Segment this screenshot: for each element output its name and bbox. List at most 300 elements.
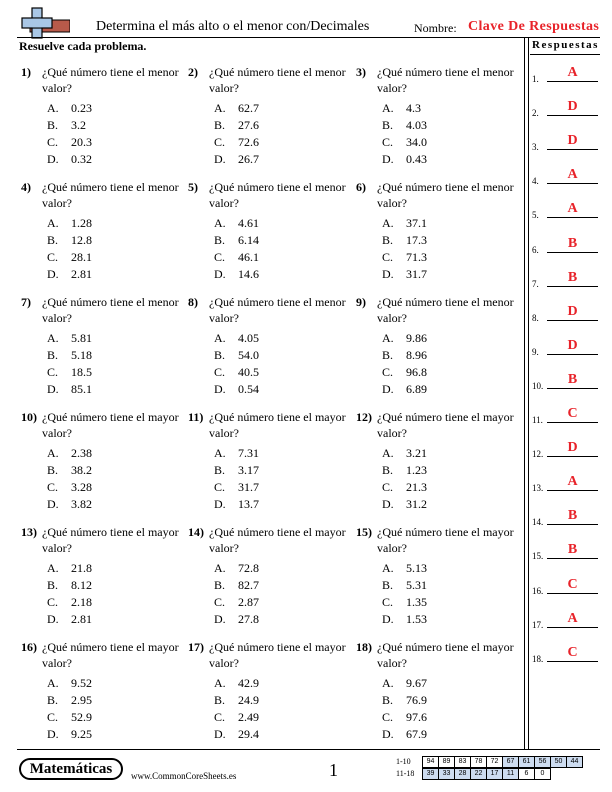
option-value: 34.0	[406, 135, 427, 149]
option-letter: A.	[382, 101, 394, 115]
option-value: 3.17	[238, 463, 259, 477]
answer-blank	[547, 388, 598, 389]
answer-blank	[547, 252, 598, 253]
answer-option	[382, 266, 427, 282]
answer-option	[47, 215, 92, 231]
answer-option	[214, 364, 259, 380]
score-row-label: 1-10	[396, 757, 411, 766]
answer-blank	[547, 627, 598, 628]
answer-option	[382, 151, 427, 167]
problem-question: ¿Qué número tiene el mayor valor?	[42, 410, 179, 440]
answer-number: 6.	[532, 244, 539, 255]
option-value: 54.0	[238, 348, 259, 362]
answer-number: 17.	[532, 619, 544, 630]
answer-option	[382, 594, 427, 610]
option-value: 0.23	[71, 101, 92, 115]
option-value: 5.31	[406, 578, 427, 592]
option-letter: A.	[47, 331, 59, 345]
problem-number: 15)	[356, 525, 372, 539]
score-cell: 17	[487, 769, 503, 780]
answer-option	[47, 151, 92, 167]
option-letter: D.	[47, 612, 59, 626]
option-value: 2.18	[71, 595, 92, 609]
option-letter: D.	[382, 727, 394, 741]
option-letter: A.	[214, 216, 226, 230]
answer-option	[47, 232, 92, 248]
answer-option	[382, 479, 427, 495]
option-value: 97.6	[406, 710, 427, 724]
option-value: 13.7	[238, 497, 259, 511]
answer-option	[47, 709, 92, 725]
answer-blank	[547, 286, 598, 287]
option-value: 1.35	[406, 595, 427, 609]
score-cell: 83	[455, 757, 471, 768]
option-letter: A.	[382, 446, 394, 460]
answer-option	[214, 577, 259, 593]
option-value: 82.7	[238, 578, 259, 592]
problem	[188, 524, 358, 624]
option-value: 3.28	[71, 480, 92, 494]
answer-option	[47, 462, 92, 478]
problem	[21, 294, 191, 394]
page-title: Determina el más alto o el menor con/Decimales	[96, 19, 370, 34]
answer-row	[532, 269, 602, 289]
option-value: 9.86	[406, 331, 427, 345]
option-value: 5.81	[71, 331, 92, 345]
answer-option	[382, 381, 427, 397]
answer-option	[47, 347, 92, 363]
option-letter: D.	[47, 382, 59, 396]
score-table-row-1	[422, 756, 583, 768]
problem-question: ¿Qué número tiene el menor valor?	[42, 65, 179, 95]
answer-value: D	[567, 337, 578, 353]
answer-option	[214, 611, 259, 627]
option-letter: A.	[47, 676, 59, 690]
answer-option	[47, 594, 92, 610]
problem	[356, 294, 526, 394]
answer-column-divider-inner	[528, 38, 529, 749]
option-letter: A.	[214, 446, 226, 460]
answer-value: D	[567, 99, 578, 115]
answer-number: 4.	[532, 176, 539, 187]
problem	[356, 639, 526, 739]
name-value: Clave De Respuestas	[468, 19, 600, 34]
answer-value: B	[567, 508, 578, 524]
problem-number: 4)	[21, 180, 31, 194]
option-value: 72.8	[238, 561, 259, 575]
option-letter: A.	[214, 561, 226, 575]
option-value: 4.61	[238, 216, 259, 230]
option-letter: C.	[214, 250, 226, 264]
answer-option	[47, 560, 92, 576]
option-letter: A.	[382, 561, 394, 575]
option-letter: A.	[382, 331, 394, 345]
answer-option	[47, 445, 92, 461]
answer-number: 2.	[532, 108, 539, 119]
problem	[356, 64, 526, 164]
option-letter: B.	[214, 348, 226, 362]
option-value: 31.7	[406, 267, 427, 281]
answer-option	[382, 726, 427, 742]
option-value: 18.5	[71, 365, 92, 379]
option-value: 5.13	[406, 561, 427, 575]
option-value: 20.3	[71, 135, 92, 149]
score-cell: 61	[519, 757, 535, 768]
option-value: 0.54	[238, 382, 259, 396]
answer-row	[532, 473, 602, 493]
option-value: 37.1	[406, 216, 427, 230]
option-letter: D.	[214, 497, 226, 511]
option-letter: A.	[47, 216, 59, 230]
option-letter: B.	[47, 118, 59, 132]
answer-row	[532, 166, 602, 186]
option-letter: A.	[214, 331, 226, 345]
option-value: 52.9	[71, 710, 92, 724]
problem-question: ¿Qué número tiene el mayor valor?	[209, 525, 346, 555]
option-letter: C.	[382, 135, 394, 149]
answer-blank	[547, 183, 598, 184]
problem-question: ¿Qué número tiene el menor valor?	[209, 180, 346, 210]
option-letter: B.	[47, 463, 59, 477]
option-letter: C.	[214, 595, 226, 609]
option-value: 8.96	[406, 348, 427, 362]
answers-header-rule	[530, 54, 600, 55]
option-value: 85.1	[71, 382, 92, 396]
option-value: 3.21	[406, 446, 427, 460]
score-table-row-2	[422, 768, 551, 780]
instructions: Resuelve cada problema.	[19, 39, 147, 53]
option-letter: B.	[382, 233, 394, 247]
option-value: 26.7	[238, 152, 259, 166]
subject-badge	[19, 758, 123, 780]
option-value: 0.43	[406, 152, 427, 166]
option-value: 14.6	[238, 267, 259, 281]
problem-number: 16)	[21, 640, 37, 654]
plus-minus-logo-icon	[18, 6, 70, 40]
answer-value: A	[567, 610, 578, 626]
score-cell: 72	[487, 757, 503, 768]
answer-blank	[547, 422, 598, 423]
problem-question: ¿Qué número tiene el menor valor?	[209, 65, 346, 95]
answer-value: A	[567, 201, 578, 217]
answer-value: D	[567, 303, 578, 319]
answer-number: 5.	[532, 210, 539, 221]
option-letter: D.	[214, 612, 226, 626]
score-cell: 22	[471, 769, 487, 780]
answer-option	[214, 496, 259, 512]
answer-option	[382, 232, 427, 248]
answer-value: A	[567, 167, 578, 183]
option-value: 12.8	[71, 233, 92, 247]
option-letter: B.	[382, 463, 394, 477]
answer-option	[382, 462, 427, 478]
score-cell: 67	[503, 757, 519, 768]
answer-row	[532, 235, 602, 255]
answer-value: C	[567, 576, 578, 592]
score-cell: 39	[423, 769, 439, 780]
option-letter: C.	[382, 480, 394, 494]
problem-question: ¿Qué número tiene el mayor valor?	[377, 410, 514, 440]
answer-option	[214, 462, 259, 478]
answer-row	[532, 576, 602, 596]
answer-row	[532, 541, 602, 561]
option-letter: B.	[382, 118, 394, 132]
answer-blank	[547, 320, 598, 321]
option-letter: A.	[47, 101, 59, 115]
option-letter: C.	[382, 365, 394, 379]
score-cell: 44	[567, 757, 583, 768]
answer-option	[382, 445, 427, 461]
option-letter: B.	[382, 578, 394, 592]
answer-option	[382, 134, 427, 150]
problem-question: ¿Qué número tiene el mayor valor?	[209, 640, 346, 670]
option-letter: C.	[214, 480, 226, 494]
option-value: 2.81	[71, 612, 92, 626]
score-cell: 11	[503, 769, 519, 780]
answer-row	[532, 132, 602, 152]
problem-number: 1)	[21, 65, 31, 79]
answer-row	[532, 64, 602, 84]
option-letter: C.	[47, 365, 59, 379]
answer-option	[214, 675, 259, 691]
problem-number: 18)	[356, 640, 372, 654]
problem	[21, 64, 191, 164]
answer-option	[382, 347, 427, 363]
option-letter: B.	[47, 693, 59, 707]
answer-option	[47, 577, 92, 593]
answer-option	[214, 479, 259, 495]
answer-blank	[547, 524, 598, 525]
problem	[21, 409, 191, 509]
answer-value: C	[567, 644, 578, 660]
score-cell: 56	[535, 757, 551, 768]
answer-option	[382, 577, 427, 593]
name-label: Nombre:	[414, 21, 457, 35]
problem-question: ¿Qué número tiene el menor valor?	[209, 295, 346, 325]
option-value: 42.9	[238, 676, 259, 690]
problem-number: 6)	[356, 180, 366, 194]
answer-number: 18.	[532, 653, 544, 664]
answer-number: 9.	[532, 346, 539, 357]
option-letter: C.	[382, 710, 394, 724]
answer-blank	[547, 593, 598, 594]
option-value: 38.2	[71, 463, 92, 477]
problem-question: ¿Qué número tiene el menor valor?	[42, 295, 179, 325]
answer-option	[47, 381, 92, 397]
answer-blank	[547, 354, 598, 355]
option-letter: D.	[382, 267, 394, 281]
page-number: 1	[329, 760, 338, 780]
answer-option	[47, 611, 92, 627]
problem	[21, 179, 191, 279]
problem	[21, 524, 191, 624]
option-value: 1.23	[406, 463, 427, 477]
answer-option	[47, 249, 92, 265]
option-value: 21.3	[406, 480, 427, 494]
answer-row	[532, 200, 602, 220]
answer-option	[47, 117, 86, 133]
answer-option	[382, 692, 427, 708]
answer-option	[47, 496, 92, 512]
answer-blank	[547, 81, 598, 82]
option-letter: D.	[382, 152, 394, 166]
problem-number: 5)	[188, 180, 198, 194]
option-value: 4.03	[406, 118, 427, 132]
answer-option	[214, 215, 259, 231]
problem	[188, 409, 358, 509]
option-letter: C.	[214, 365, 226, 379]
answer-value: A	[567, 474, 578, 490]
answer-option	[214, 347, 259, 363]
option-letter: C.	[382, 250, 394, 264]
problem	[188, 294, 358, 394]
answer-option	[214, 100, 259, 116]
answer-option	[214, 266, 259, 282]
option-letter: B.	[214, 463, 226, 477]
answer-option	[214, 134, 259, 150]
answer-option	[47, 675, 92, 691]
answer-number: 10.	[532, 380, 544, 391]
score-cell: 78	[471, 757, 487, 768]
answer-row	[532, 337, 602, 357]
answer-row	[532, 610, 602, 630]
option-letter: B.	[47, 348, 59, 362]
answer-option	[382, 560, 427, 576]
problem-number: 7)	[21, 295, 31, 309]
problem-question: ¿Qué número tiene el menor valor?	[42, 180, 179, 210]
option-value: 27.8	[238, 612, 259, 626]
answer-value: D	[567, 440, 578, 456]
problem-number: 2)	[188, 65, 198, 79]
answer-option	[214, 330, 259, 346]
option-value: 3.82	[71, 497, 92, 511]
footer-rule	[17, 749, 600, 750]
score-cell: 6	[519, 769, 535, 780]
option-value: 72.6	[238, 135, 259, 149]
answer-blank	[547, 149, 598, 150]
option-letter: C.	[47, 595, 59, 609]
problem-number: 10)	[21, 410, 37, 424]
option-letter: C.	[214, 135, 226, 149]
option-letter: B.	[382, 693, 394, 707]
option-letter: B.	[214, 118, 226, 132]
answer-number: 3.	[532, 142, 539, 153]
problem	[188, 64, 358, 164]
problem	[21, 639, 191, 739]
answer-option	[214, 560, 259, 576]
answer-number: 1.	[532, 74, 539, 84]
score-cell: 50	[551, 757, 567, 768]
option-value: 27.6	[238, 118, 259, 132]
option-letter: D.	[47, 267, 59, 281]
answer-number: 16.	[532, 585, 544, 596]
option-value: 2.87	[238, 595, 259, 609]
option-letter: B.	[382, 348, 394, 362]
answer-option	[47, 266, 92, 282]
answer-number: 12.	[532, 449, 544, 460]
answer-option	[382, 611, 427, 627]
answer-option	[382, 496, 427, 512]
option-letter: C.	[47, 480, 59, 494]
answer-option	[214, 232, 259, 248]
problem-question: ¿Qué número tiene el menor valor?	[377, 65, 514, 95]
problem-number: 9)	[356, 295, 366, 309]
option-value: 29.4	[238, 727, 259, 741]
answer-number: 11.	[532, 415, 543, 425]
option-letter: B.	[47, 578, 59, 592]
problem-question: ¿Qué número tiene el mayor valor?	[377, 525, 514, 555]
answer-value: A	[567, 65, 578, 80]
option-value: 2.49	[238, 710, 259, 724]
answer-option	[382, 117, 427, 133]
answer-value: B	[567, 269, 578, 285]
option-letter: A.	[382, 676, 394, 690]
problem-number: 14)	[188, 525, 204, 539]
answer-option	[382, 330, 427, 346]
option-letter: D.	[214, 727, 226, 741]
option-letter: D.	[47, 497, 59, 511]
problem-number: 8)	[188, 295, 198, 309]
answer-option	[47, 134, 92, 150]
option-value: 24.9	[238, 693, 259, 707]
answer-value: B	[567, 235, 578, 251]
answer-row	[532, 98, 602, 118]
answer-number: 13.	[532, 483, 544, 494]
option-letter: C.	[382, 595, 394, 609]
answer-option	[214, 594, 259, 610]
option-letter: D.	[47, 727, 59, 741]
option-value: 4.05	[238, 331, 259, 345]
answer-row	[532, 439, 602, 459]
answer-option	[382, 100, 421, 116]
site-url: www.CommonCoreSheets.es	[131, 771, 237, 781]
problem-question: ¿Qué número tiene el mayor valor?	[209, 410, 346, 440]
problem-number: 11)	[188, 410, 204, 424]
answer-option	[382, 249, 427, 265]
option-letter: D.	[382, 382, 394, 396]
option-value: 0.32	[71, 152, 92, 166]
answer-option	[214, 726, 259, 742]
answer-value: B	[567, 542, 578, 558]
option-letter: B.	[214, 693, 226, 707]
score-cell: 89	[439, 757, 455, 768]
option-letter: C.	[47, 250, 59, 264]
problem	[188, 179, 358, 279]
problem-question: ¿Qué número tiene el mayor valor?	[42, 640, 179, 670]
score-cell: 28	[455, 769, 471, 780]
answer-option	[47, 692, 92, 708]
option-value: 62.7	[238, 101, 259, 115]
answer-option	[47, 726, 92, 742]
option-value: 31.7	[238, 480, 259, 494]
option-value: 9.52	[71, 676, 92, 690]
answer-option	[47, 364, 92, 380]
problem-number: 3)	[356, 65, 366, 79]
answer-option	[382, 709, 427, 725]
answer-option	[47, 479, 92, 495]
option-value: 2.81	[71, 267, 92, 281]
answer-row	[532, 507, 602, 527]
problem-question: ¿Qué número tiene el menor valor?	[377, 295, 514, 325]
answer-value: B	[567, 371, 578, 387]
option-value: 17.3	[406, 233, 427, 247]
option-value: 5.18	[71, 348, 92, 362]
option-value: 2.95	[71, 693, 92, 707]
option-letter: A.	[214, 101, 226, 115]
subject-label: Matemáticas	[21, 760, 121, 778]
answer-number: 8.	[532, 312, 539, 323]
answer-option	[214, 709, 259, 725]
